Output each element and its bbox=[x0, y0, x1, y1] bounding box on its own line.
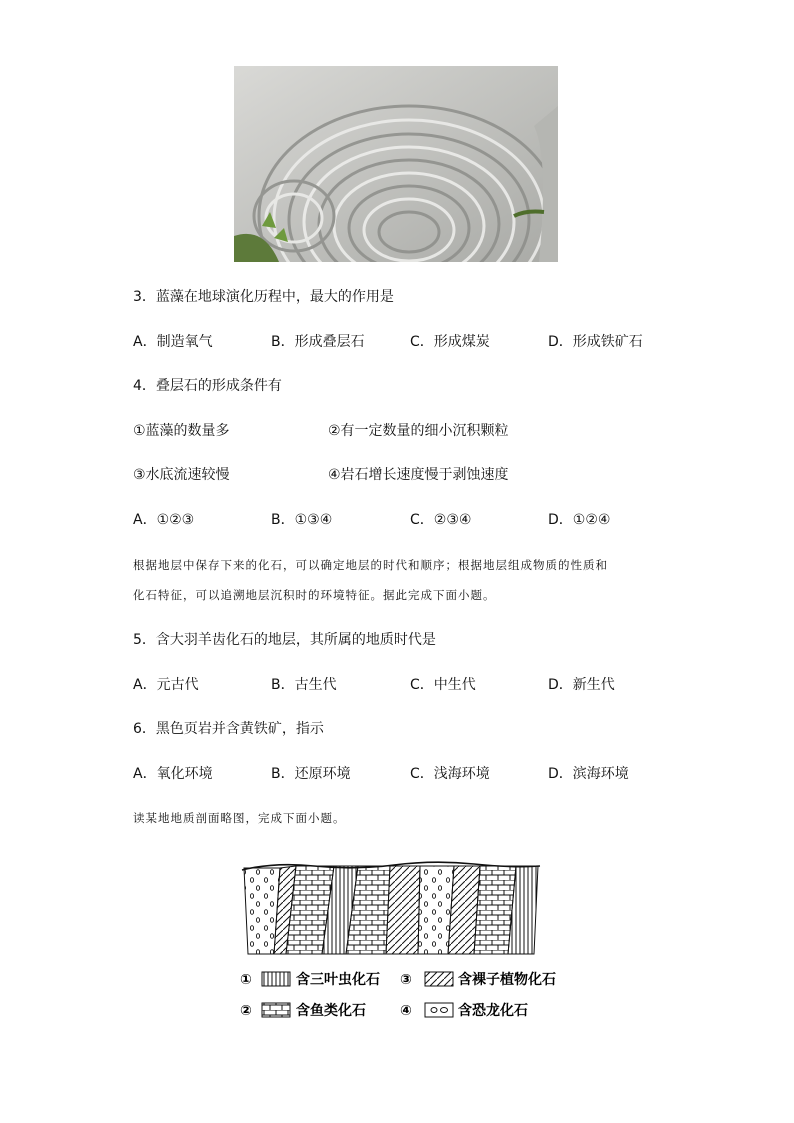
q6-option-c[interactable]: C．浅海环境 bbox=[410, 766, 490, 782]
passage-1-line-1: 根据地层中保存下来的化石，可以确定地层的时代和顺序；根据地层组成物质的性质和 bbox=[133, 558, 608, 572]
q4-option-d[interactable]: D．①②④ bbox=[548, 512, 611, 528]
strata-layers bbox=[242, 862, 540, 954]
q3-option-c[interactable]: C．形成煤炭 bbox=[410, 334, 490, 350]
q5-stem: 5．含大羽羊齿化石的地层，其所属的地质时代是 bbox=[133, 632, 436, 648]
q5-option-b[interactable]: B．古生代 bbox=[271, 677, 337, 693]
q5-option-c[interactable]: C．中生代 bbox=[410, 677, 476, 693]
q4-stem: 4．叠层石的形成条件有 bbox=[133, 378, 282, 394]
legend-label-fish: 含鱼类化石 bbox=[296, 1003, 366, 1019]
q4-condition-1: ①蓝藻的数量多 bbox=[133, 423, 230, 439]
q5-option-a[interactable]: A．元古代 bbox=[133, 677, 199, 693]
passage-1-line-2: 化石特征，可以追溯地层沉积时的环境特征。据此完成下面小题。 bbox=[133, 588, 496, 602]
q4-condition-2: ②有一定数量的细小沉积颗粒 bbox=[328, 423, 509, 439]
q6-option-a[interactable]: A．氧化环境 bbox=[133, 766, 213, 782]
q3-option-d[interactable]: D．形成铁矿石 bbox=[548, 334, 643, 350]
q5-option-d[interactable]: D．新生代 bbox=[548, 677, 615, 693]
q3-stem: 3．蓝藻在地球演化历程中，最大的作用是 bbox=[133, 289, 394, 305]
legend-number-4: ④ bbox=[400, 1003, 412, 1019]
q4-option-c[interactable]: C．②③④ bbox=[410, 512, 472, 528]
q6-option-b[interactable]: B．还原环境 bbox=[271, 766, 351, 782]
q4-condition-3: ③水底流速较慢 bbox=[133, 467, 230, 483]
q4-condition-4: ④岩石增长速度慢于剥蚀速度 bbox=[328, 467, 509, 483]
passage-2: 读某地地质剖面略图，完成下面小题。 bbox=[133, 811, 346, 825]
q4-option-a[interactable]: A．①②③ bbox=[133, 512, 195, 528]
legend-number-1: ① bbox=[240, 972, 252, 988]
stromatolite-photo bbox=[234, 66, 558, 262]
geological-section-diagram bbox=[234, 860, 564, 1030]
legend-label-gymnosperm: 含裸子植物化石 bbox=[458, 972, 556, 988]
q6-option-d[interactable]: D．滨海环境 bbox=[548, 766, 629, 782]
legend-label-dinosaur: 含恐龙化石 bbox=[458, 1003, 528, 1019]
q6-stem: 6．黑色页岩并含黄铁矿，指示 bbox=[133, 721, 324, 737]
legend-label-trilobite: 含三叶虫化石 bbox=[296, 972, 380, 988]
legend-number-2: ② bbox=[240, 1003, 252, 1019]
q3-option-a[interactable]: A．制造氧气 bbox=[133, 334, 213, 350]
q3-option-b[interactable]: B．形成叠层石 bbox=[271, 334, 365, 350]
q4-option-b[interactable]: B．①③④ bbox=[271, 512, 333, 528]
legend-number-3: ③ bbox=[400, 972, 412, 988]
